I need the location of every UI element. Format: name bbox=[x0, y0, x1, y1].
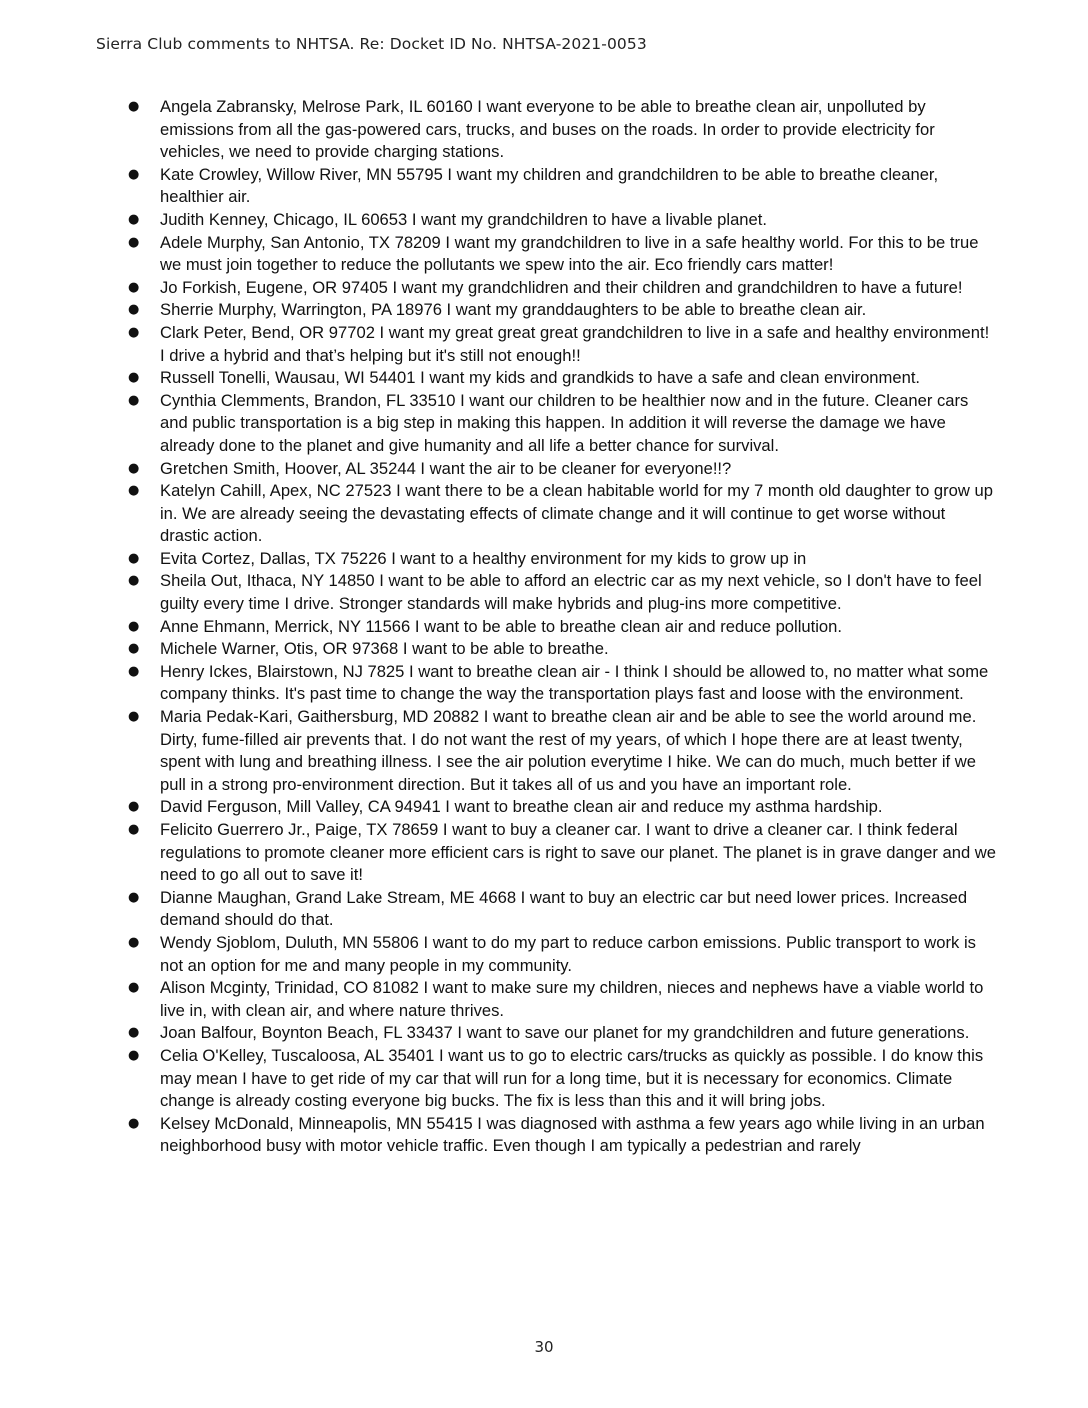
bullet-icon: ● bbox=[128, 483, 140, 499]
comment-text: Angela Zabransky, Melrose Park, IL 60160 I want everyone to be able to breathe clean air, unpolluted by emissions from all the gas-powered cars, trucks, and buses on the roads. In order to provide electricity for vehicles, we need to provide charging stations. bbox=[160, 97, 935, 162]
bullet-icon: ● bbox=[128, 460, 140, 476]
comment-text: David Ferguson, Mill Valley, CA 94941 I want to breathe clean air and reduce my asthma hardship. bbox=[160, 797, 883, 817]
bullet-icon: ● bbox=[128, 934, 140, 950]
comment-text: Adele Murphy, San Antonio, TX 78209 I want my grandchildren to live in a safe healthy world. For this to be true we must join together to reduce the pollutants we spew into the air. Eco friendly cars matter! bbox=[160, 232, 979, 275]
bullet-icon: ● bbox=[128, 799, 140, 815]
list-item bbox=[128, 638, 996, 661]
list-item bbox=[128, 1022, 996, 1045]
bullet-icon: ● bbox=[128, 279, 140, 295]
comment-text: Judith Kenney, Chicago, IL 60653 I want my grandchildren to have a livable planet. bbox=[160, 209, 767, 229]
list-item bbox=[128, 367, 996, 390]
bullet-icon: ● bbox=[128, 641, 140, 657]
bullet-icon: ● bbox=[128, 618, 140, 634]
bullet-icon: ● bbox=[128, 302, 140, 318]
bullet-icon: ● bbox=[128, 1047, 140, 1063]
bullet-icon: ● bbox=[128, 709, 140, 725]
list-item bbox=[128, 796, 996, 819]
list-item bbox=[128, 932, 996, 977]
bullet-icon: ● bbox=[128, 573, 140, 589]
comment-text: Russell Tonelli, Wausau, WI 54401 I want my kids and grandkids to have a safe and clean environment. bbox=[160, 368, 921, 388]
comment-text: Clark Peter, Bend, OR 97702 I want my great great great grandchildren to live in a safe and healthy environment! I drive a hybrid and that’s helping but it's still not enough!! bbox=[160, 322, 990, 365]
comment-text: Maria Pedak-Kari, Gaithersburg, MD 20882 I want to breathe clean air and be able to see the world around me. Dirty, fume-filled air prevents that. I do not want the rest of my years, of which I hope there are at least twenty, spent with lung and breathing illness. I see the air polution everytime I hike. We can do much, much better if we pull in a strong pro-environment direction. But it takes all of us and you have an important role. bbox=[160, 707, 977, 794]
list-item bbox=[128, 277, 996, 300]
comment-text: Joan Balfour, Boynton Beach, FL 33437 I want to save our planet for my grandchildren and future generations. bbox=[160, 1023, 970, 1043]
bullet-icon: ● bbox=[128, 550, 140, 566]
bullet-icon: ● bbox=[128, 889, 140, 905]
comment-text: Evita Cortez, Dallas, TX 75226 I want to a healthy environment for my kids to grow up in bbox=[160, 548, 807, 568]
list-item bbox=[128, 616, 996, 639]
list-item bbox=[128, 480, 996, 548]
comment-text: Gretchen Smith, Hoover, AL 35244 I want the air to be cleaner for everyone!!? bbox=[160, 458, 732, 478]
list-item bbox=[128, 390, 996, 458]
list-item bbox=[128, 548, 996, 571]
bullet-icon: ● bbox=[128, 211, 140, 227]
list-item bbox=[128, 706, 996, 796]
bullet-icon: ● bbox=[128, 980, 140, 996]
comment-text: Celia O'Kelley, Tuscaloosa, AL 35401 I want us to go to electric cars/trucks as quickly as possible. I do know this may mean I have to get ride of my car that will run for a long time, but it is necessary for economics. Climate change is already costing everyone big bucks. The fix is less than this and it will bring jobs. bbox=[160, 1045, 984, 1111]
comment-text: Dianne Maughan, Grand Lake Stream, ME 4668 I want to buy an electric car but need lower prices. Increased demand should do that. bbox=[160, 887, 968, 930]
comment-text: Katelyn Cahill, Apex, NC 27523 I want there to be a clean habitable world for my 7 month old daughter to grow up in. We are already seeing the devastating effects of climate change and it will continue to get worse without drastic action. bbox=[160, 481, 993, 546]
page-number: 30 bbox=[534, 1338, 554, 1356]
comment-text: Alison Mcginty, Trinidad, CO 81082 I want to make sure my children, nieces and nephews have a viable world to live in, with clean air, and where nature thrives. bbox=[160, 978, 984, 1020]
comment-list bbox=[128, 96, 996, 1158]
bullet-icon: ● bbox=[128, 324, 140, 340]
bullet-icon: ● bbox=[128, 99, 140, 114]
comment-text: Michele Warner, Otis, OR 97368 I want to be able to breathe. bbox=[160, 639, 609, 659]
list-item bbox=[128, 458, 996, 481]
list-item bbox=[128, 570, 996, 615]
comment-text: Anne Ehmann, Merrick, NY 11566 I want to be able to breathe clean air and reduce pollution. bbox=[160, 616, 842, 636]
list-item bbox=[128, 299, 996, 322]
comment-text: Wendy Sjoblom, Duluth, MN 55806 I want to do my part to reduce carbon emissions. Public transport to work is not an option for me and many people in my community. bbox=[160, 932, 976, 975]
bullet-icon: ● bbox=[128, 1115, 140, 1131]
page-header: Sierra Club comments to NHTSA. Re: Docket ID No. NHTSA-2021-0053 bbox=[96, 35, 647, 53]
bullet-icon: ● bbox=[128, 370, 140, 386]
bullet-icon: ● bbox=[128, 1025, 140, 1041]
comment-text: Sherrie Murphy, Warrington, PA 18976 I want my granddaughters to be able to breathe clean air. bbox=[160, 300, 867, 320]
list-item bbox=[128, 96, 996, 164]
comment-text: Felicito Guerrero Jr., Paige, TX 78659 I want to buy a cleaner car. I want to drive a cleaner car. I think federal regulations to promote cleaner more efficient cars is right to save our planet. The planet is in grave danger and we need to go all out to save it! bbox=[160, 820, 996, 885]
list-item bbox=[128, 164, 996, 209]
list-item bbox=[128, 1045, 996, 1113]
list-item bbox=[128, 887, 996, 932]
list-item bbox=[128, 819, 996, 887]
list-item bbox=[128, 661, 996, 706]
comment-text: Cynthia Clemments, Brandon, FL 33510 I want our children to be healthier now and in the future. Cleaner cars and public transportation is a big step in making this happen. In addition it will reverse the damage we have already done to the planet and give humanity and all life a better chance for survival. bbox=[160, 390, 969, 455]
list-item bbox=[128, 977, 996, 1022]
bullet-icon: ● bbox=[128, 392, 140, 408]
list-item bbox=[128, 209, 996, 232]
comment-text: Henry Ickes, Blairstown, NJ 7825 I want to breathe clean air - I think I should be allowed to, no matter what some company thinks. It's past time to change the way the transportation plays fast and loose with the environment. bbox=[160, 661, 989, 704]
comment-text: Jo Forkish, Eugene, OR 97405 I want my grandchlidren and their children and grandchildren to have a future! bbox=[160, 277, 963, 297]
bullet-icon: ● bbox=[128, 663, 140, 679]
bullet-icon: ● bbox=[128, 822, 140, 837]
bullet-icon: ● bbox=[128, 166, 140, 182]
list-item bbox=[128, 232, 996, 277]
comment-text: Sheila Out, Ithaca, NY 14850 I want to be able to afford an electric car as my next vehicle, so I don't have to feel guilty every time I drive. Stronger standards will make hybrids and plug-ins more competitive. bbox=[160, 571, 982, 614]
bullet-icon: ● bbox=[128, 234, 140, 250]
list-item bbox=[128, 322, 996, 367]
comment-text: Kate Crowley, Willow River, MN 55795 I want my children and grandchildren to be able to breathe cleaner, healthier air. bbox=[160, 164, 939, 207]
list-item bbox=[128, 1113, 996, 1158]
comment-text: Kelsey McDonald, Minneapolis, MN 55415 I was diagnosed with asthma a few years ago while living in an urban neighborhood busy with motor vehicle traffic. Even though I am typically a pedestrian and rarely bbox=[160, 1113, 985, 1156]
